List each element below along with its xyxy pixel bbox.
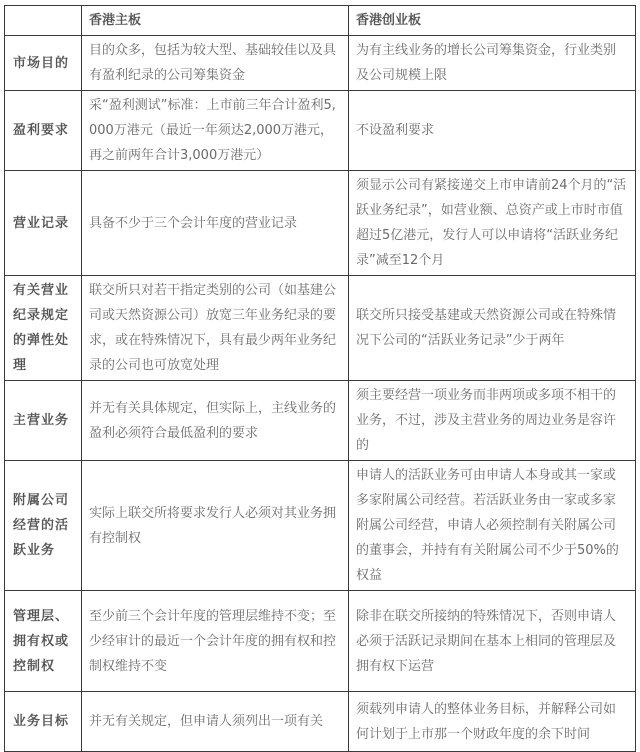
table-header-row: [5, 6, 636, 36]
table-row-business-objectives: [5, 692, 636, 752]
row-label: 市场目的: [5, 36, 82, 91]
row-label: 管理层、拥有权或控制权: [5, 591, 82, 692]
row-label: 有关营业纪录规定的弹性处理: [5, 276, 82, 381]
table-row-record-flexibility: [5, 276, 636, 381]
header-gem: 香港创业板: [349, 6, 636, 36]
gem-cell: 须显示公司有紧接递交上市申请前24个月的“活跃业务纪录”，如营业额、总资产或上市时市值超过5亿港元，发行人可以申请将“活跃业务纪录”减至12个月: [349, 171, 636, 276]
row-label: 盈利要求: [5, 91, 82, 171]
table-row-subsidiary-business: [5, 461, 636, 591]
table-row-main-business: [5, 381, 636, 461]
row-label: 营业记录: [5, 171, 82, 276]
table-row-trading-record: [5, 171, 636, 276]
main-board-cell: 并无有关规定，但申请人须列出一项有关: [82, 692, 349, 752]
main-board-cell: 采“盈利测试”标准：上市前三年合计盈利5,000万港元（最近一年须达2,000万港元，再之前两年合计3,000万港元）: [82, 91, 349, 171]
row-label: 业务目标: [5, 692, 82, 752]
header-empty-cell: [5, 6, 82, 36]
main-board-cell: 并无有关具体规定，但实际上，主线业务的盈利必须符合最低盈利的要求: [82, 381, 349, 461]
table-row-profit-requirement: [5, 91, 636, 171]
main-board-cell: 目的众多，包括为较大型、基础较佳以及具有盈利纪录的公司筹集资金: [82, 36, 349, 91]
hk-main-board-vs-gem-table: [4, 5, 636, 752]
gem-cell: 联交所只接受基建或天然资源公司或在特殊情况下公司的“活跃业务记录”少于两年: [349, 276, 636, 381]
comparison-table-container: [4, 5, 636, 752]
main-board-cell: 实际上联交所将要求发行人必须对其业务拥有控制权: [82, 461, 349, 591]
gem-cell: 须载列申请人的整体业务目标，并解释公司如何计划于上市那一个财政年度的余下时间: [349, 692, 636, 752]
header-main-board: 香港主板: [82, 6, 349, 36]
table-row-management-ownership: [5, 591, 636, 692]
table-row-market-purpose: [5, 36, 636, 91]
gem-cell: 为有主线业务的增长公司筹集资金，行业类别及公司规模上限: [349, 36, 636, 91]
row-label: 附属公司经营的活跃业务: [5, 461, 82, 591]
main-board-cell: 至少前三个会计年度的管理层维持不变；至少经审计的最近一个会计年度的拥有权和控制权维持不变: [82, 591, 349, 692]
gem-cell: 须主要经营一项业务而非两项或多项不相干的业务，不过，涉及主营业务的周边业务是容许的: [349, 381, 636, 461]
main-board-cell: 具备不少于三个会计年度的营业记录: [82, 171, 349, 276]
main-board-cell: 联交所只对若干指定类别的公司（如基建公司或天然资源公司）放宽三年业务纪录的要求，或在特殊情况下，具有最少两年业务纪录的公司也可放宽处理: [82, 276, 349, 381]
gem-cell: 申请人的活跃业务可由申请人本身或其一家或多家附属公司经营。若活跃业务由一家或多家附属公司经营，申请人必须控制有关附属公司的董事会，并持有有关附属公司不少于50%的权益: [349, 461, 636, 591]
gem-cell: 不设盈利要求: [349, 91, 636, 171]
row-label: 主营业务: [5, 381, 82, 461]
gem-cell: 除非在联交所接纳的特殊情况下，否则申请人必须于活跃记录期间在基本上相同的管理层及拥有权下运营: [349, 591, 636, 692]
